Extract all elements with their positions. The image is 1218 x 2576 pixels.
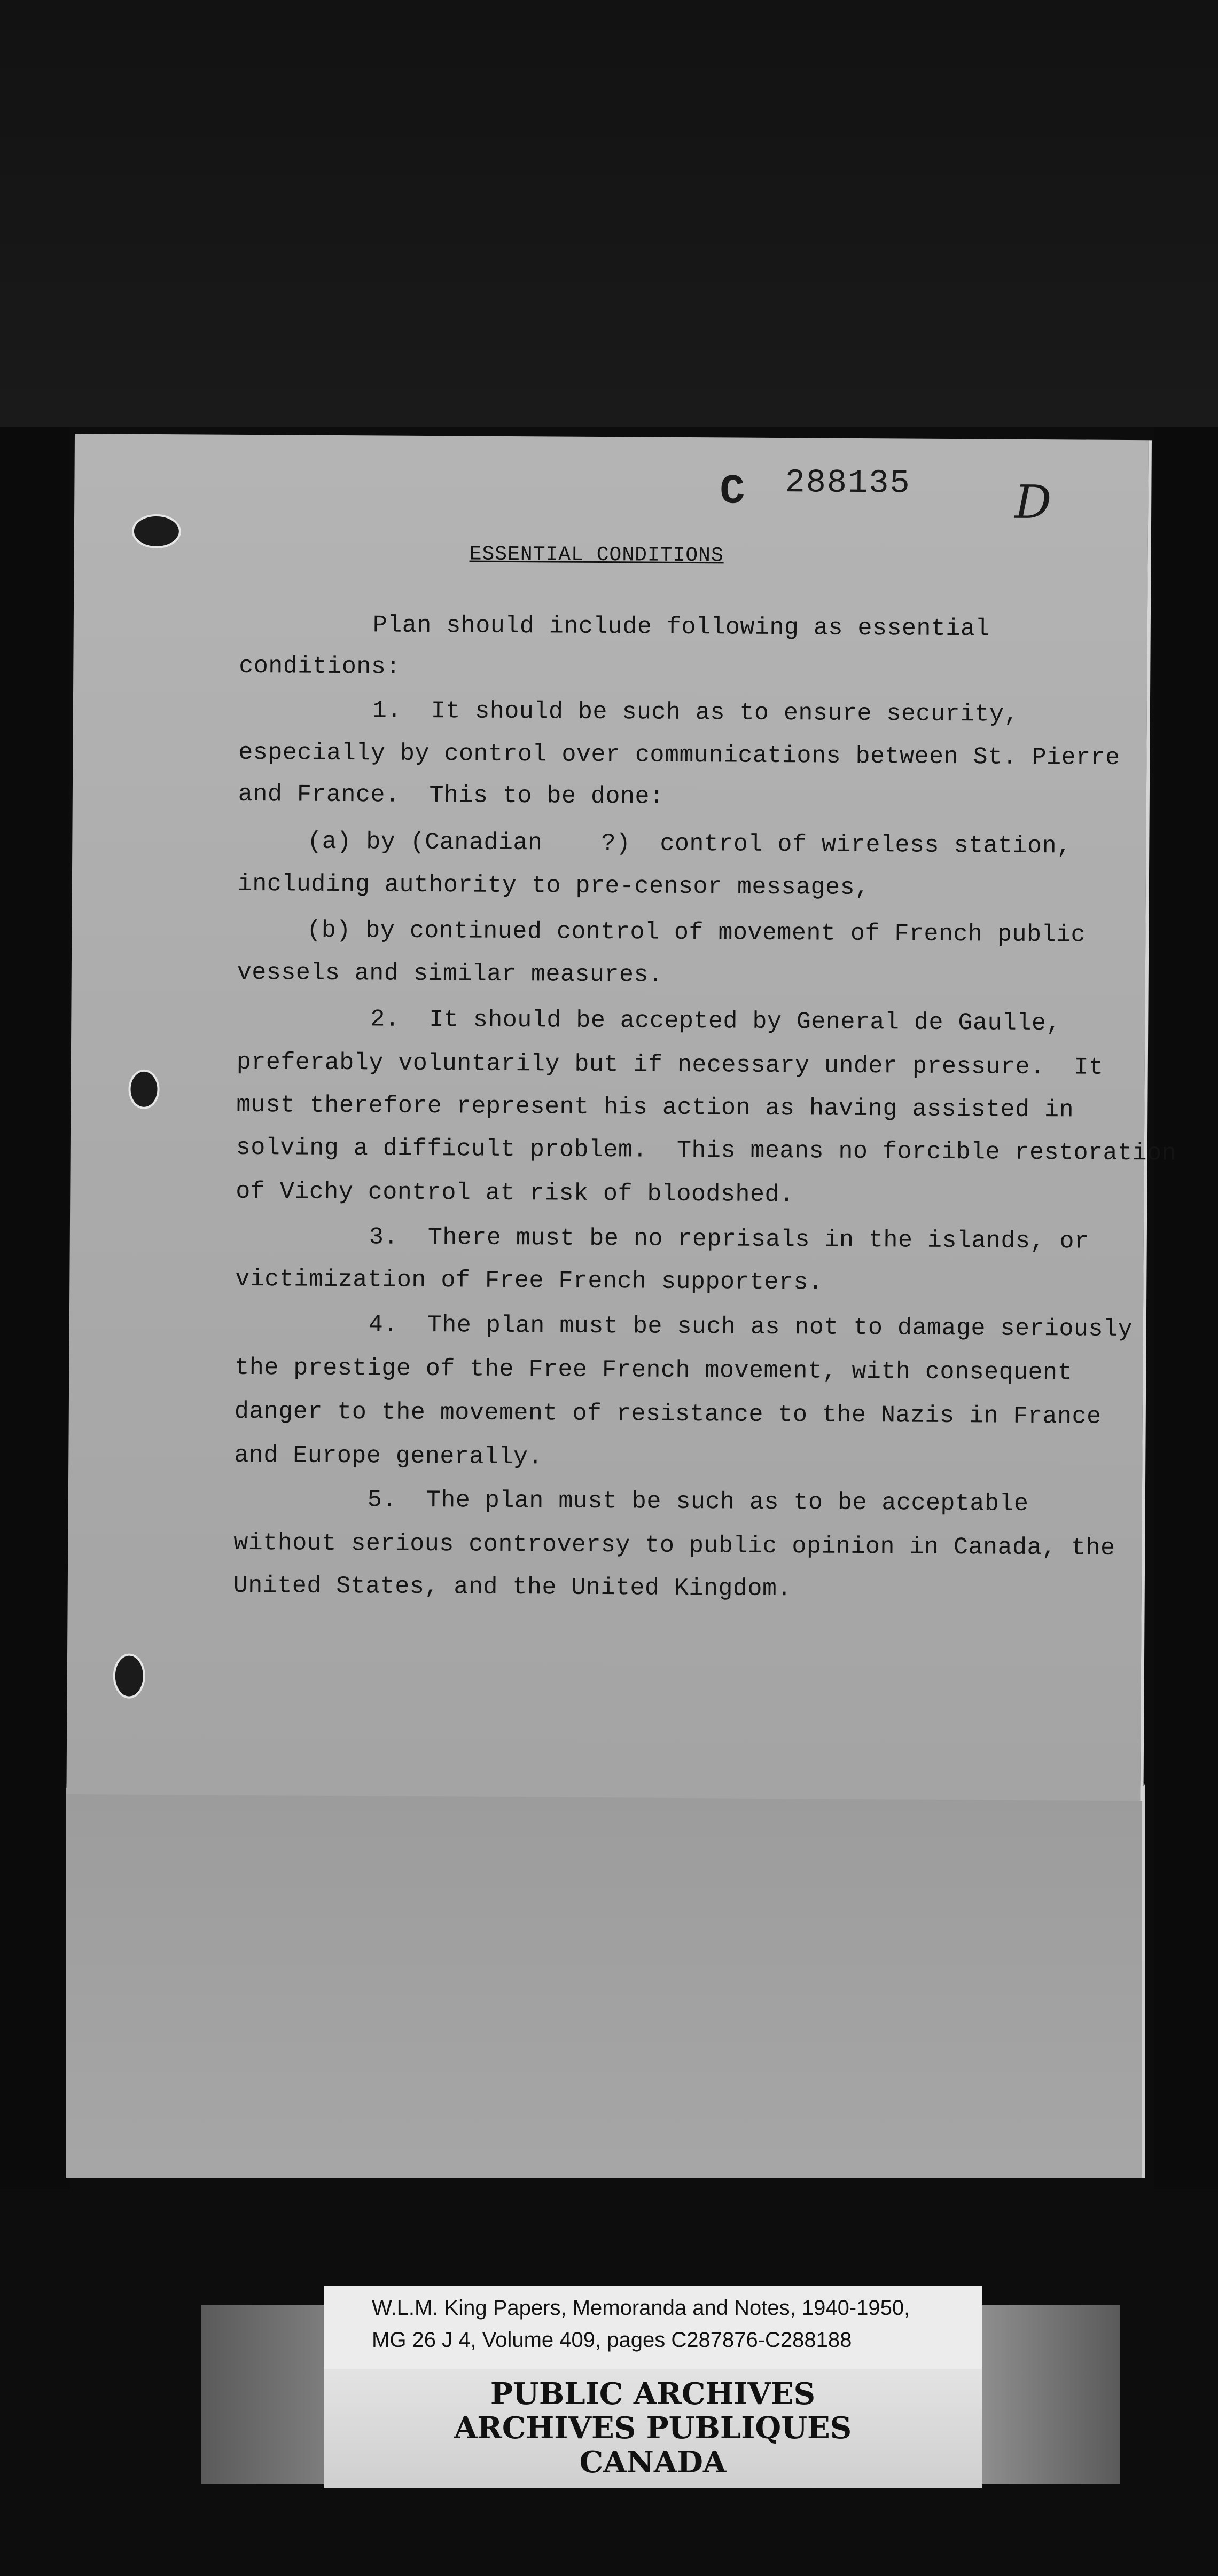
text-line: must therefore represent his action as having assisted in (236, 1091, 1074, 1124)
stamp-line-country: CANADA (579, 2445, 727, 2480)
scan-background-top (0, 0, 1218, 427)
text-line: solving a difficult problem. This means no forcible restoration (236, 1134, 1177, 1167)
reference-mark: C (720, 468, 745, 516)
text-line: and Europe generally. (234, 1441, 543, 1471)
text-line: preferably voluntarily but if necessary under pressure. It (236, 1048, 1104, 1081)
text-line: danger to the movement of resistance to the Nazis in France (234, 1397, 1102, 1431)
archive-stamp (324, 2369, 982, 2488)
reference-number: 288135 (785, 464, 911, 502)
scan-border-right (1154, 427, 1218, 2189)
text-line: including authority to pre-censor messages, (237, 870, 870, 902)
text-line: especially by control over communications between St. Pierre (238, 739, 1120, 772)
typed-document-page (66, 434, 1177, 1801)
citation-line-2: MG 26 J 4, Volume 409, pages C287876-C288188 (372, 2328, 852, 2352)
text-line: the prestige of the Free French movement, with consequent (235, 1354, 1073, 1387)
underlying-sheet (66, 1784, 1145, 2178)
text-line: 5. The plan must be such as to be acceptable (367, 1486, 1029, 1518)
archive-citation-label (324, 2286, 982, 2371)
text-line: and France. This to be done: (238, 780, 665, 811)
punch-hole-bottom (113, 1653, 146, 1698)
text-line: of Vichy control at risk of bloodshed. (236, 1177, 794, 1209)
text-line: 3. There must be no reprisals in the islands, or (369, 1223, 1089, 1255)
handwritten-corner-mark: D (1014, 475, 1052, 530)
punch-hole-middle (128, 1070, 159, 1109)
text-line: 2. It should be accepted by General de Gaulle, (370, 1006, 1061, 1038)
document-title: ESSENTIAL CONDITIONS (469, 543, 724, 568)
text-line: Plan should include following as essential (372, 611, 990, 643)
text-line: 1. It should be such as to ensure security, (372, 697, 1019, 728)
text-line: (a) by (Canadian ?) control of wireless station, (307, 828, 1072, 860)
scan-border-left (0, 427, 69, 2189)
stamp-line-french: ARCHIVES PUBLIQUES (454, 2410, 852, 2446)
punch-hole-top (132, 514, 181, 549)
text-line: victimization of Free French supporters. (235, 1265, 823, 1297)
text-line: 4. The plan must be such as not to damage seriously (368, 1311, 1133, 1344)
text-line: (b) by continued control of movement of French public (307, 916, 1086, 949)
text-line: vessels and similar measures. (237, 959, 663, 989)
text-line: United States, and the United Kingdom. (233, 1572, 792, 1603)
text-line: without serious controversy to public opinion in Canada, the (233, 1529, 1115, 1562)
text-line: conditions: (239, 652, 401, 681)
stamp-line-english: PUBLIC ARCHIVES (490, 2376, 816, 2412)
citation-line-1: W.L.M. King Papers, Memoranda and Notes, 1940-1950, (372, 2296, 910, 2320)
